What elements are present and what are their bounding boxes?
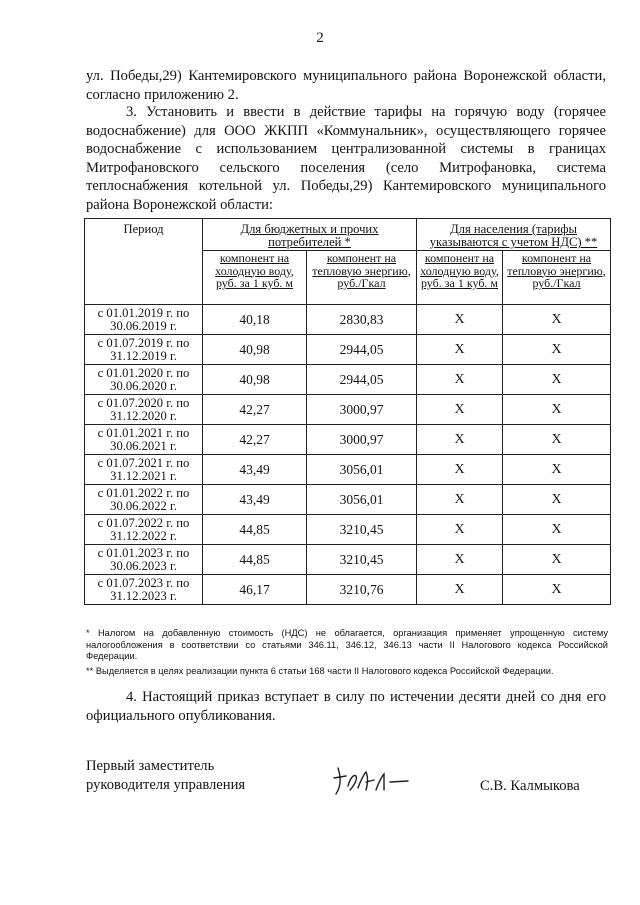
row-cold-water: 44,85 xyxy=(203,515,307,545)
table-row xyxy=(85,365,611,395)
row-population-heat: X xyxy=(503,545,611,575)
table-row xyxy=(85,305,611,335)
row-heat: 3000,97 xyxy=(307,395,417,425)
row-cold-water: 46,17 xyxy=(203,575,307,605)
col-heat-population: компонент на тепловую энергию, руб./Гкал xyxy=(503,251,611,305)
row-cold-water: 42,27 xyxy=(203,395,307,425)
row-population-cold: X xyxy=(417,425,503,455)
footnote-population: ** Выделяется в целях реализации пункта 6 статьи 168 части II Налогового кодекса Российской Федерации. xyxy=(86,665,554,676)
row-population-cold: X xyxy=(417,515,503,545)
row-period: с 01.07.2022 г. по 31.12.2022 г. xyxy=(85,515,203,545)
row-population-heat: X xyxy=(503,485,611,515)
row-period: с 01.01.2022 г. по 30.06.2022 г. xyxy=(85,485,203,515)
row-period: с 01.07.2020 г. по 31.12.2020 г. xyxy=(85,395,203,425)
table-row xyxy=(85,455,611,485)
row-period: с 01.01.2019 г. по 30.06.2019 г. xyxy=(85,305,203,335)
row-population-heat: X xyxy=(503,455,611,485)
budget-consumers-header: Для бюджетных и прочих потребителей * xyxy=(203,219,417,251)
row-population-cold: X xyxy=(417,395,503,425)
row-population-cold: X xyxy=(417,575,503,605)
row-heat: 3056,01 xyxy=(307,485,417,515)
row-heat: 3000,97 xyxy=(307,425,417,455)
row-cold-water: 44,85 xyxy=(203,545,307,575)
period-header: Период xyxy=(85,219,203,305)
row-population-cold: X xyxy=(417,485,503,515)
row-heat: 3210,76 xyxy=(307,575,417,605)
handwritten-signature xyxy=(330,760,410,800)
row-heat: 3210,45 xyxy=(307,545,417,575)
row-population-heat: X xyxy=(503,365,611,395)
signer-name: С.В. Калмыкова xyxy=(480,778,580,794)
col-heat-budget: компонент на тепловую энергию, руб./Гкал xyxy=(307,251,417,305)
paragraph-continued: ул. Победы,29) Кантемировского муниципального района Воронежской области, согласно приложению 2. xyxy=(86,68,606,103)
paragraph-4: 4. Настоящий приказ вступает в силу по истечении десяти дней со дня его официального опубликования. xyxy=(86,689,606,724)
row-heat: 3056,01 xyxy=(307,455,417,485)
table-row xyxy=(85,395,611,425)
col-cold-water-population: компонент на холодную воду, руб. за 1 куб. м xyxy=(417,251,503,305)
row-population-cold: X xyxy=(417,365,503,395)
table-row xyxy=(85,515,611,545)
row-period: с 01.07.2021 г. по 31.12.2021 г. xyxy=(85,455,203,485)
row-period: с 01.01.2023 г. по 30.06.2023 г. xyxy=(85,545,203,575)
row-cold-water: 40,98 xyxy=(203,365,307,395)
table-row xyxy=(85,545,611,575)
table-row xyxy=(85,425,611,455)
row-population-heat: X xyxy=(503,335,611,365)
row-heat: 2944,05 xyxy=(307,335,417,365)
row-population-heat: X xyxy=(503,515,611,545)
signer-title-line-2: руководителя управления xyxy=(86,776,246,793)
row-period: с 01.01.2021 г. по 30.06.2021 г. xyxy=(85,425,203,455)
row-population-cold: X xyxy=(417,455,503,485)
row-population-heat: X xyxy=(503,395,611,425)
signer-title-line-1: Первый заместитель xyxy=(86,758,215,774)
row-population-cold: X xyxy=(417,545,503,575)
row-heat: 3210,45 xyxy=(307,515,417,545)
row-population-cold: X xyxy=(417,305,503,335)
row-population-heat: X xyxy=(503,425,611,455)
population-header: Для населения (тарифы указываются с учетом НДС) ** xyxy=(417,219,611,251)
row-population-heat: X xyxy=(503,575,611,605)
tariff-table xyxy=(84,218,611,605)
signer-title xyxy=(86,757,245,794)
row-cold-water: 42,27 xyxy=(203,425,307,455)
row-cold-water: 43,49 xyxy=(203,485,307,515)
table-row xyxy=(85,335,611,365)
row-period: с 01.07.2023 г. по 31.12.2023 г. xyxy=(85,575,203,605)
row-cold-water: 43,49 xyxy=(203,455,307,485)
row-cold-water: 40,98 xyxy=(203,335,307,365)
paragraph-3: 3. Установить и ввести в действие тарифы на горячую воду (горячее водоснабжение) для ООО ЖКПП «Коммунальник», осуществляющего горячее водоснабжение с использованием централизованной системы в границах Митрофановского сельского поселения (село Митрофановка, система теплоснабжения котельной ул. Победы,29) Кантемировского муниципального района Воронежской области: xyxy=(86,104,606,213)
page-number: 2 xyxy=(316,30,324,46)
row-population-heat: X xyxy=(503,305,611,335)
row-population-cold: X xyxy=(417,335,503,365)
footnotes xyxy=(86,628,608,680)
col-cold-water-budget: компонент на холодную воду, руб. за 1 куб. м xyxy=(203,251,307,305)
row-heat: 2830,83 xyxy=(307,305,417,335)
footnote-vat: * Налогом на добавленную стоимость (НДС) не облагается, организация применяет упрощенную систему налогообложения в соответствии со статьями 346.11, 346.12, 346.13 части II Налогового кодекса Российской Федерации. xyxy=(86,628,608,661)
row-period: с 01.07.2019 г. по 31.12.2019 г. xyxy=(85,335,203,365)
table-row xyxy=(85,485,611,515)
table-row xyxy=(85,575,611,605)
row-period: с 01.01.2020 г. по 30.06.2020 г. xyxy=(85,365,203,395)
row-heat: 2944,05 xyxy=(307,365,417,395)
row-cold-water: 40,18 xyxy=(203,305,307,335)
